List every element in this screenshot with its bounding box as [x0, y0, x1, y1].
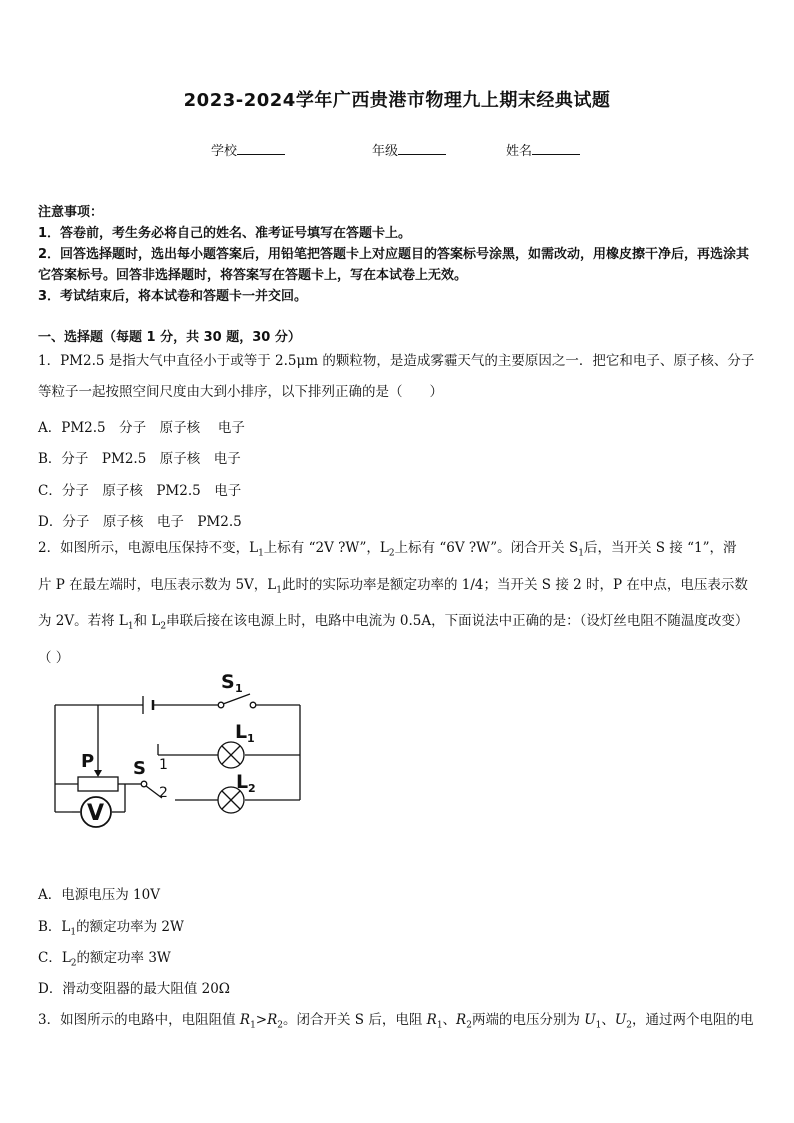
q2-option-c: C．$L_2$的额定功率 3W: [38, 950, 171, 969]
note-item: 1．答卷前，考生务必将自己的姓名、准考证号填写在答题卡上。: [38, 226, 412, 241]
label-voltmeter: V: [87, 801, 105, 826]
label-s: S: [133, 758, 146, 779]
name-blank: [532, 142, 580, 155]
q2-option-a: A．电源电压为 10V: [38, 887, 160, 903]
q1-option-b: B．分子 PM2.5 原子核 电子: [38, 451, 241, 467]
q2-option-d: D．滑动变阻器的最大阻值 20Ω: [38, 981, 230, 997]
label-s1-sub: 1: [235, 682, 243, 695]
school-field: [211, 140, 285, 159]
section-heading: 一、选择题（每题 1 分，共 30 题，30 分）: [38, 330, 301, 345]
label-l1: L: [235, 721, 248, 743]
label-l2-sub: 2: [248, 782, 256, 795]
q2-line3: 为 2V。若将 $L_1$和 $L_2$串联后接在该电源上时，电路中电流为 0.5A，下面说法中正确的是：（设灯丝电阻不随温度改变）: [38, 613, 749, 633]
label-p: P: [81, 751, 95, 772]
rheostat: [78, 777, 118, 791]
grade-label: 年级: [372, 144, 399, 159]
question-3: 3．如图所示的电路中，电阻阻值 $R_1>R_2$。闭合开关 S 后，电阻 $R_1$、$R_2$两端的电压分别为 $U_1$、$U_2$，通过两个电阻的电: [38, 1012, 754, 1031]
q1-option-a: A．PM2.5 分子 原子核 电子: [38, 420, 245, 436]
q1-stem-line1: 1．PM2.5 是指大气中直径小于或等于 2.5μm 的颗粒物，是造成雾霾天气的主要原因之一．把它和电子、原子核、分子: [38, 353, 755, 369]
grade-field: [372, 140, 446, 159]
label-l1-sub: 1: [247, 732, 255, 745]
note-item: 2．回答选择题时，选出每小题答案后，用铅笔把答题卡上对应题目的答案标号涂黑，如需改动，用橡皮擦干净后，再选涂其它答案标号。回答非选择题时，将答案写在答题卡上，写在本试卷上无效。: [38, 247, 750, 283]
question-2: [38, 533, 762, 674]
q2-line4: （ ）: [38, 650, 70, 667]
circuit-diagram: [50, 662, 310, 842]
school-blank: [237, 142, 285, 155]
q2-line1: 2．如图所示，电源电压保持不变，$L_1$上标有 “2V ?W”，$L_2$上标有 “6V ?W”。闭合开关 $S_1$后，当开关 S 接 “1”，滑: [38, 540, 737, 559]
q1-stem-line2: 等粒子一起按照空间尺度由大到小排序，以下排列正确的是（ ）: [38, 384, 443, 400]
name-label: 姓名: [506, 144, 533, 159]
question-1: [38, 346, 762, 408]
label-pos-2: 2: [159, 785, 168, 801]
q2-line2: 片 P 在最左端时，电压表示数为 5V，$L_1$此时的实际功率是额定功率的 1/4；当开关 S 接 2 时，P 在中点，电压表示数: [38, 576, 748, 596]
name-field: [506, 140, 580, 159]
grade-blank: [398, 142, 446, 155]
notes-heading: 注意事项：: [38, 205, 104, 220]
q1-option-c: C．分子 原子核 PM2.5 电子: [38, 483, 242, 499]
switch-s1-blade: [223, 694, 250, 704]
q2-option-b: B．$L_1$的额定功率为 2W: [38, 919, 184, 938]
note-item: 3．考试结束后，将本试卷和答题卡一并交回。: [38, 289, 308, 304]
label-pos-1: 1: [159, 757, 168, 773]
school-label: 学校: [211, 144, 238, 159]
notes: [38, 202, 760, 307]
label-l2: L: [236, 771, 249, 793]
q1-option-d: D．分子 原子核 电子 PM2.5: [38, 514, 242, 530]
label-s1: S: [221, 671, 235, 693]
slider-arrow: [94, 770, 102, 777]
page-title: 2023-2024学年广西贵港市物理九上期末经典试题: [183, 90, 611, 111]
